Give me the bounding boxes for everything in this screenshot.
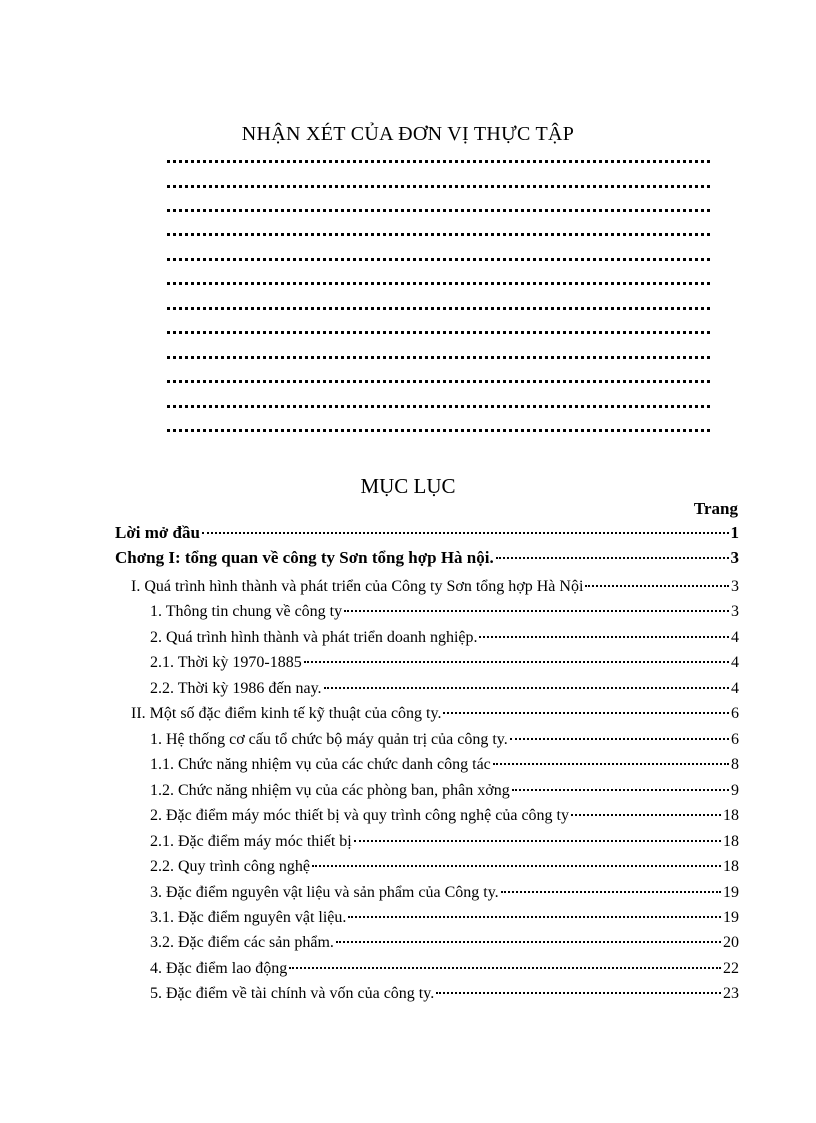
toc-entry[interactable] bbox=[150, 855, 739, 877]
toc-entry[interactable] bbox=[150, 626, 739, 648]
toc-entry[interactable] bbox=[150, 753, 739, 775]
toc-entry-text: 2.2. Quy trình công nghệ bbox=[150, 858, 310, 875]
toc-entry[interactable] bbox=[150, 906, 739, 928]
toc-entry-text: 1.1. Chức năng nhiệm vụ của các chức danh công tác bbox=[150, 756, 491, 773]
toc-entry-text: I. Quá trình hình thành và phát triển của Công ty Sơn tổng hợp Hà Nội bbox=[131, 578, 584, 595]
toc-entry[interactable] bbox=[131, 575, 739, 597]
toc-entry-page: 19 bbox=[723, 884, 739, 901]
toc-entry-page: 9 bbox=[731, 782, 739, 799]
toc-entry-page: 8 bbox=[731, 756, 739, 773]
toc-entry-page: 6 bbox=[731, 705, 739, 722]
blank-line bbox=[167, 374, 710, 383]
toc-entry-page: 3 bbox=[730, 548, 739, 567]
toc-entry-text: 1. Hệ thống cơ cấu tổ chức bộ máy quản trị của công ty. bbox=[150, 731, 508, 748]
blank-line bbox=[167, 179, 710, 188]
toc-entry-page: 6 bbox=[731, 731, 739, 748]
toc-entry-page: 19 bbox=[723, 909, 739, 926]
toc-entry[interactable] bbox=[150, 982, 739, 1004]
toc-entry-page: 20 bbox=[723, 934, 739, 951]
toc-entry-text: 2.1. Đặc điểm máy móc thiết bị bbox=[150, 833, 352, 850]
toc-entry[interactable] bbox=[150, 957, 739, 979]
toc-entry-page: 23 bbox=[723, 985, 739, 1002]
toc-entry-text: 2.1. Thời kỳ 1970-1885 bbox=[150, 654, 302, 671]
toc-entry-page: 18 bbox=[723, 858, 739, 875]
toc-entry-text: 2.2. Thời kỳ 1986 đến nay. bbox=[150, 680, 322, 697]
toc-entry-text: 4. Đặc điểm lao động bbox=[150, 960, 288, 977]
toc-entry-page: 4 bbox=[731, 680, 739, 697]
toc-title: MỤC LỤC bbox=[360, 474, 456, 498]
toc-entry-page: 3 bbox=[731, 603, 739, 620]
toc-entry-text: 5. Đặc điểm về tài chính và vốn của công ty. bbox=[150, 985, 435, 1002]
toc-entry-page: 4 bbox=[731, 654, 739, 671]
toc-entry-text: 2. Đặc điểm máy móc thiết bị và quy trình công nghệ của công ty bbox=[150, 807, 569, 824]
toc-entry[interactable] bbox=[150, 931, 739, 953]
toc-entry-page: 3 bbox=[731, 578, 739, 595]
toc-entry[interactable] bbox=[150, 600, 739, 622]
toc-page-header: Trang bbox=[693, 499, 738, 518]
toc-entry[interactable] bbox=[115, 522, 739, 544]
toc-entry[interactable] bbox=[150, 779, 739, 801]
blank-line bbox=[167, 350, 710, 359]
toc-entry-text: II. Một số đặc điểm kinh tế kỹ thuật của công ty. bbox=[131, 705, 442, 722]
blank-line bbox=[167, 301, 710, 310]
blank-line bbox=[167, 399, 710, 408]
toc-entry[interactable] bbox=[150, 881, 739, 903]
toc-entry-text: 2. Quá trình hình thành và phát triển doanh nghiệp. bbox=[150, 629, 478, 646]
toc-entry-text: 1.2. Chức năng nhiệm vụ của các phòng ban, phân xởng bbox=[150, 782, 510, 799]
toc-entry-text: 3.2. Đặc điểm các sản phẩm. bbox=[150, 934, 334, 951]
toc-entry-text: Lời mở đầu bbox=[115, 523, 200, 542]
toc-entry[interactable] bbox=[150, 677, 739, 699]
toc-entry[interactable] bbox=[150, 804, 739, 826]
blank-line bbox=[167, 325, 710, 334]
toc-entry[interactable] bbox=[131, 702, 739, 724]
toc-entry-text: 3. Đặc điểm nguyên vật liệu và sản phẩm của Công ty. bbox=[150, 884, 499, 901]
toc-entry[interactable] bbox=[150, 830, 739, 852]
toc-entry[interactable] bbox=[150, 728, 739, 750]
toc-entry[interactable] bbox=[150, 651, 739, 673]
toc-entry-page: 18 bbox=[723, 833, 739, 850]
toc-entry-page: 18 bbox=[723, 807, 739, 824]
toc-entry-text: 1. Thông tin chung về công ty bbox=[150, 603, 343, 620]
blank-line bbox=[167, 423, 710, 432]
blank-line bbox=[167, 154, 710, 163]
blank-line bbox=[167, 203, 710, 212]
toc-entry-page: 4 bbox=[731, 629, 739, 646]
toc-entry-page: 22 bbox=[723, 960, 739, 977]
toc-entry-text: 3.1. Đặc điểm nguyên vật liệu. bbox=[150, 909, 347, 926]
toc-entry[interactable] bbox=[115, 547, 739, 569]
blank-line bbox=[167, 276, 710, 285]
comment-section-title: NHẬN XÉT CỦA ĐƠN VỊ THỰC TẬP bbox=[241, 123, 575, 145]
toc-entry-text: Chơng I: tổng quan về công ty Sơn tổng hợp Hà nội. bbox=[115, 548, 494, 567]
blank-line bbox=[167, 227, 710, 236]
blank-line bbox=[167, 252, 710, 261]
toc-entry-page: 1 bbox=[730, 523, 739, 542]
